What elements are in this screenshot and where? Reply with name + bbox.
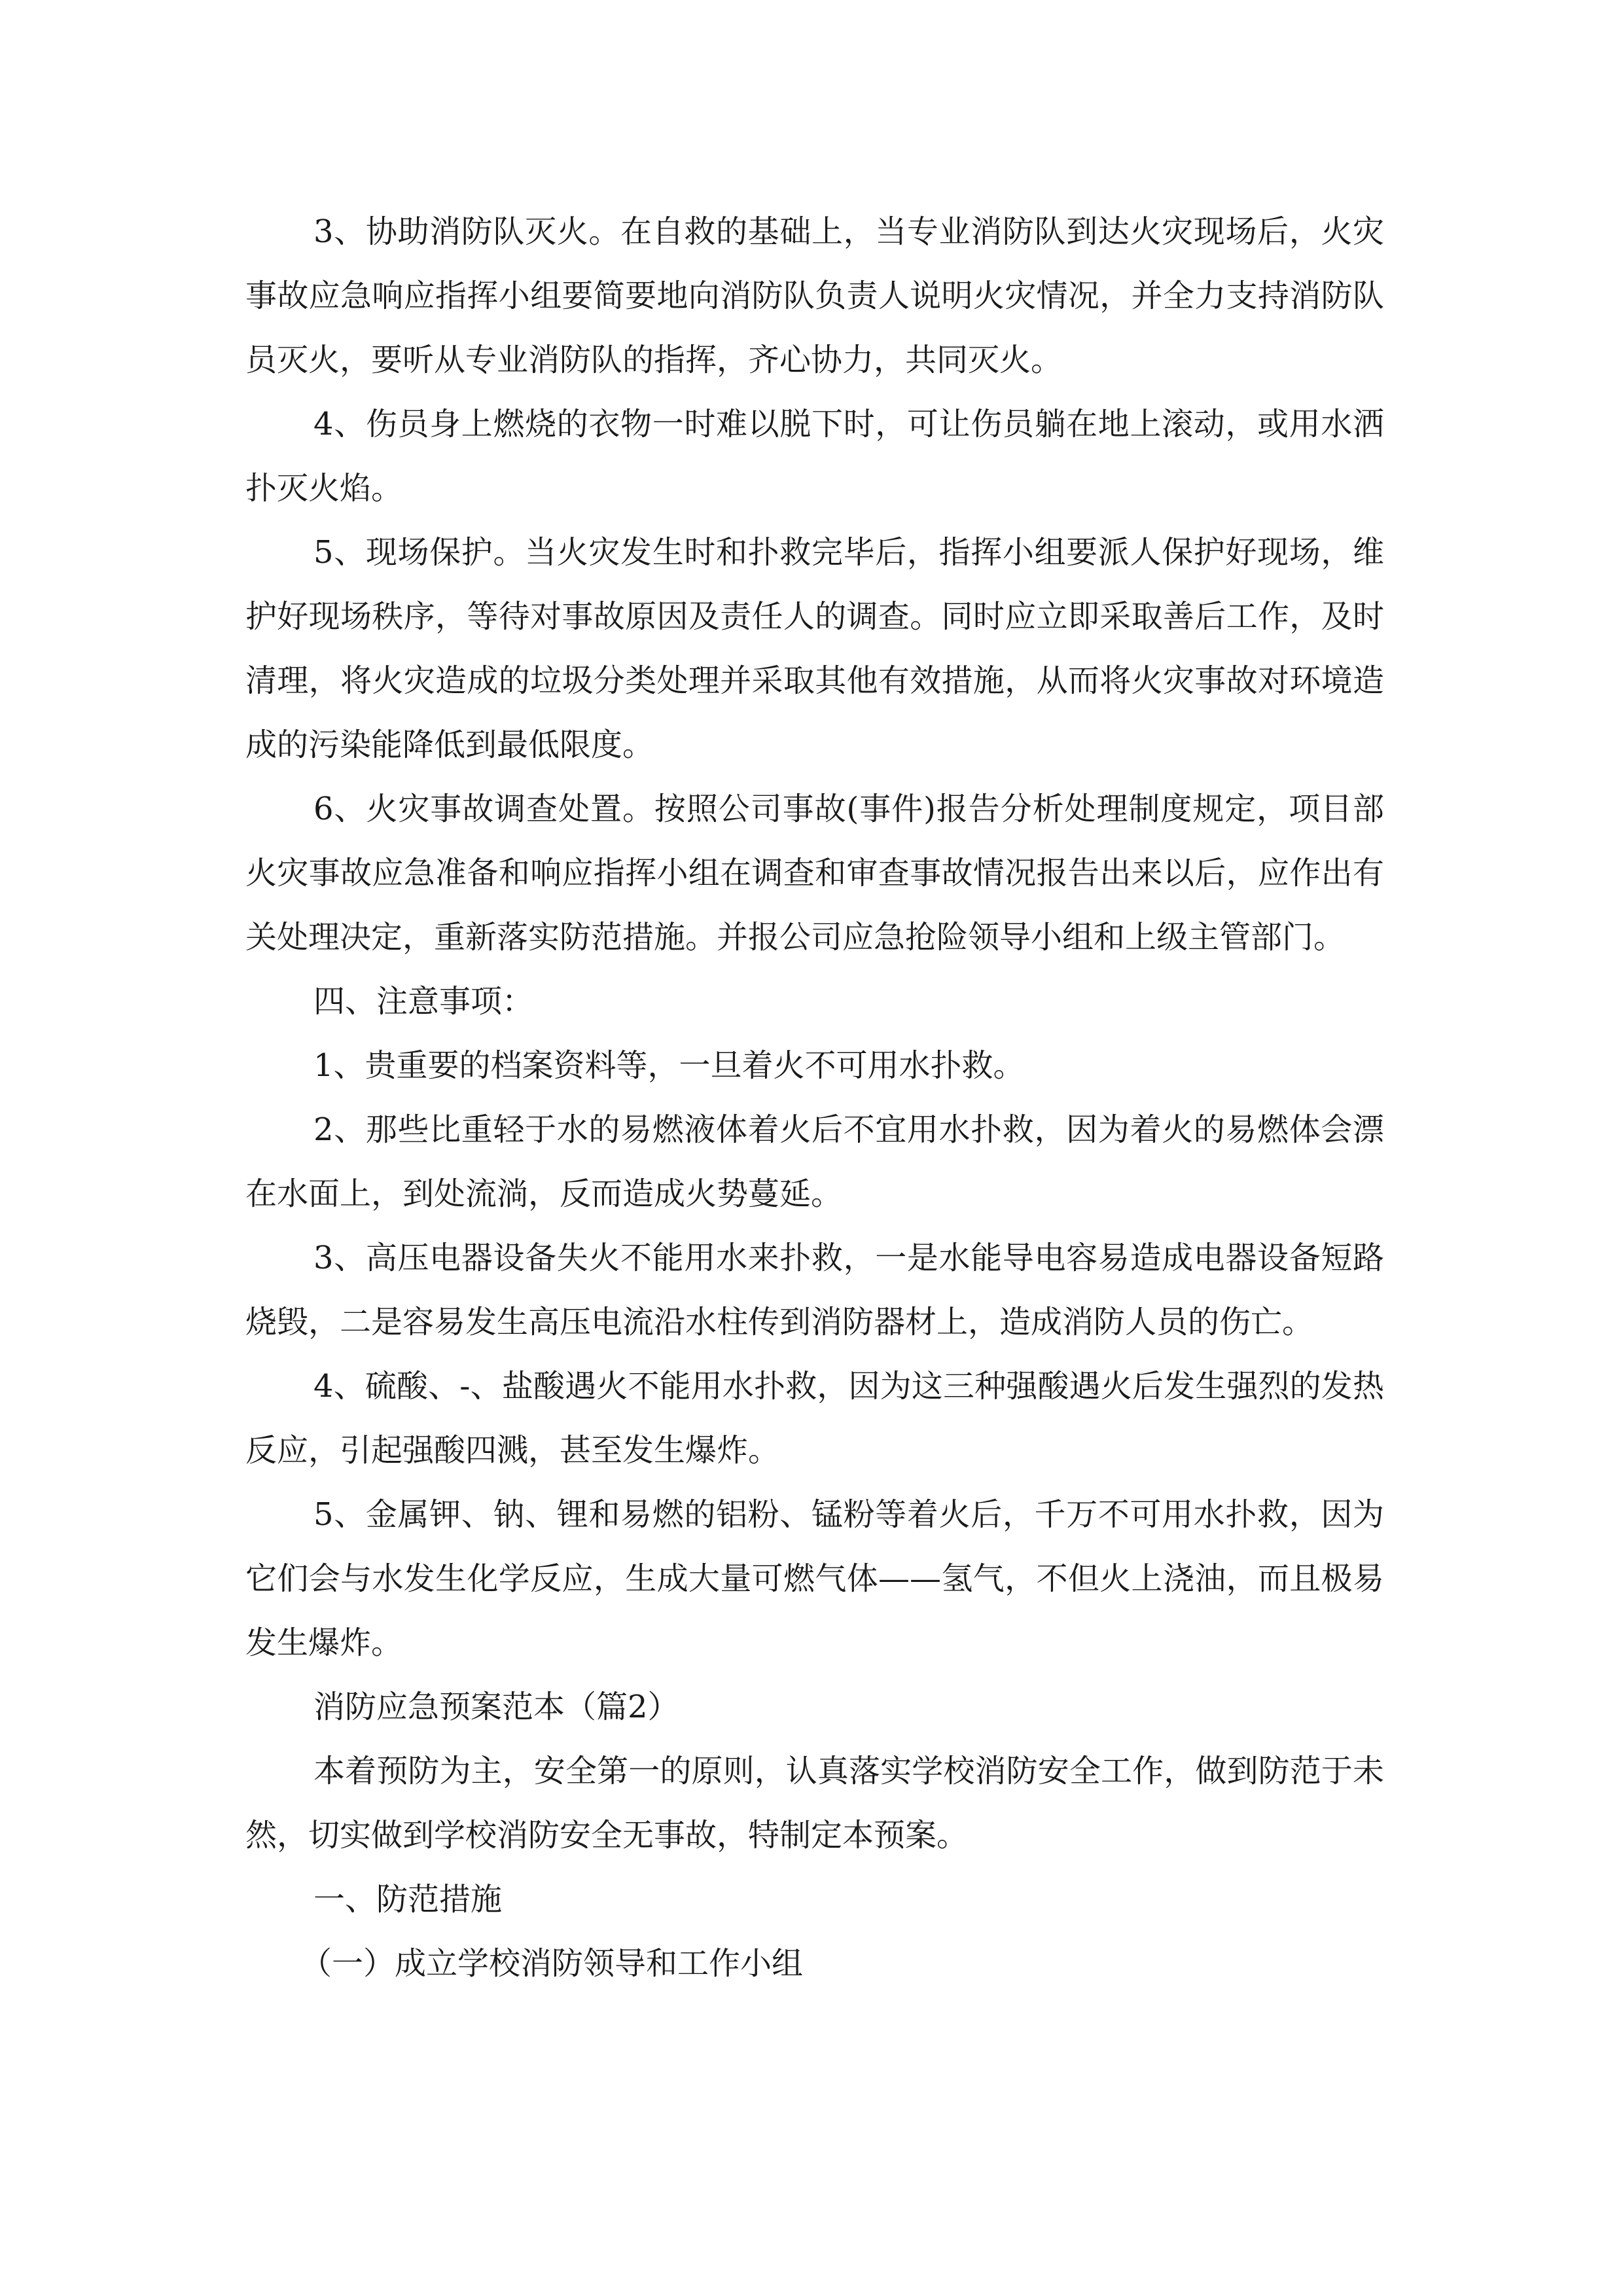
paragraph-precaution-1: 1、贵重要的档案资料等，一旦着火不可用水扑救。 xyxy=(313,1047,1025,1084)
section-title-template-2: 消防应急预案范本（篇2） xyxy=(313,1689,679,1725)
paragraph-fire-investigation: 6、火灾事故调查处置。按照公司事故(事件)报告分析处理制度规定，项目部火灾事故应急准备和响应指挥小组在调查和审查事故情况报告出来以后，应作出有关处理决定，重新落实防范措施。并报公司应急抢险领导小组和上级主管部门。 xyxy=(245,791,1384,956)
paragraph-precaution-2: 2、那些比重轻于水的易燃液体着火后不宜用水扑救，因为着火的易燃体会漂在水面上，到处流淌，反而造成火势蔓延。 xyxy=(245,1111,1384,1212)
paragraph-burning-clothes: 4、伤员身上燃烧的衣物一时难以脱下时，可让伤员躺在地上滚动，或用水洒扑灭火焰。 xyxy=(245,406,1384,507)
paragraph-intro: 本着预防为主，安全第一的原则，认真落实学校消防安全工作，做到防范于未然，切实做到学校消防安全无事故，特制定本预案。 xyxy=(245,1753,1384,1854)
paragraph-precaution-5: 5、金属钾、钠、锂和易燃的铝粉、锰粉等着火后，千万不可用水扑救，因为它们会与水发生化学反应，生成大量可燃气体——氢气，不但火上浇油，而且极易发生爆炸。 xyxy=(245,1496,1384,1661)
subsection-heading-team: （一）成立学校消防领导和工作小组 xyxy=(300,1945,804,1982)
paragraph-scene-protection: 5、现场保护。当火灾发生时和扑救完毕后，指挥小组要派人保护好现场，维护好现场秩序，等待对事故原因及责任人的调查。同时应立即采取善后工作，及时清理，将火灾造成的垃圾分类处理并采取其他有效措施，从而将火灾事故对环境造成的污染能降低到最低限度。 xyxy=(245,534,1384,763)
paragraph-precaution-4: 4、硫酸、-、盐酸遇火不能用水扑救，因为这三种强酸遇火后发生强烈的发热反应，引起强酸四溅，甚至发生爆炸。 xyxy=(245,1368,1384,1469)
document-body xyxy=(245,200,1384,1996)
paragraph-fire-fighting-assist: 3、协助消防队灭火。在自救的基础上，当专业消防队到达火灾现场后，火灾事故应急响应指挥小组要简要地向消防队负责人说明火灾情况，并全力支持消防队员灭火，要听从专业消防队的指挥，齐心协力，共同灭火。 xyxy=(245,213,1384,378)
section-heading-precautions: 四、注意事项： xyxy=(313,983,534,1020)
paragraph-precaution-3: 3、高压电器设备失火不能用水来扑救，一是水能导电容易造成电器设备短路烧毁，二是容易发生高压电流沿水柱传到消防器材上，造成消防人员的伤亡。 xyxy=(245,1240,1384,1340)
section-heading-prevention: 一、防范措施 xyxy=(313,1881,503,1918)
